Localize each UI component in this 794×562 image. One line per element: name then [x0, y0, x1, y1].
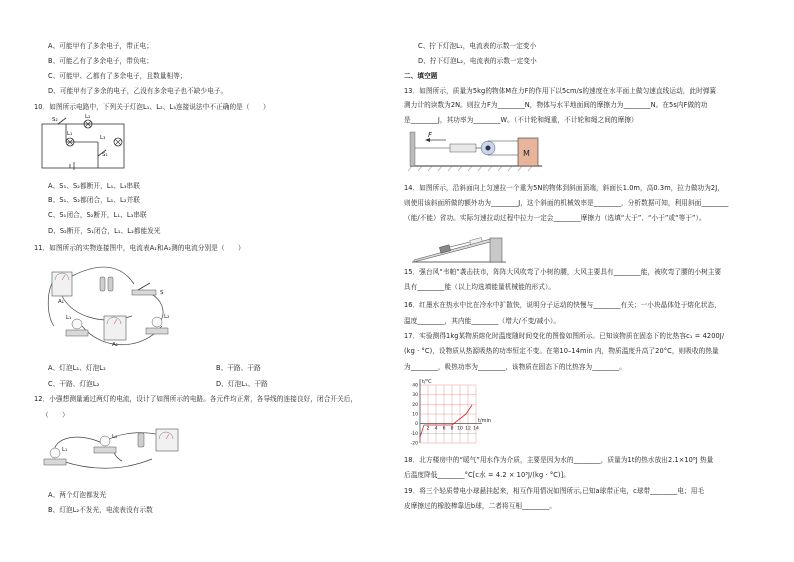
q9-option-b: B、可能乙有了多余电子，带负电；	[48, 57, 154, 65]
q10-label-l1: L₁	[67, 131, 73, 137]
q11-option-c: C、干路、灯泡L₂	[48, 380, 100, 388]
battery-icon	[100, 277, 105, 291]
q12-option-b: B、灯泡L₂不发光，电流表没有示数	[48, 506, 153, 514]
q19-line2: 皮摩擦过的橡胶棒靠近b球，二者将互相________。	[404, 502, 556, 510]
q18-line2: 后温度降低________°C[c水 = 4.2 × 10³J/(kg · °C)]。	[404, 471, 570, 479]
q11-option-a: A、灯泡L₁、灯泡L₂	[48, 364, 106, 372]
graph-ytick-label: 0	[415, 422, 418, 428]
q13-pulley-figure	[406, 128, 546, 172]
q11-label-l2: L₂	[164, 314, 170, 320]
q17-temperature-graph	[406, 377, 502, 445]
q11-label-l1: L₁	[66, 315, 72, 321]
q12-stem-line2: （ ）	[42, 411, 69, 419]
q17-line3: 为________，吸热功率为________，该物质在固态下的比热容为________。	[404, 363, 627, 371]
q17-xlabel: t/min	[478, 418, 492, 424]
q15-line1: 15．强台风“韦帕”袭击扶市，阵阵大风吹弯了小树的腰，大风主要具有________能，被吹弯了腰的小树主要	[404, 268, 722, 276]
q10-label-s2: S₂	[52, 117, 58, 123]
graph-xtick-label: 6	[442, 426, 446, 432]
graph-ytick-label: 20	[412, 402, 418, 408]
graph-xtick-label: 4	[434, 426, 438, 432]
bulb-l2-icon	[100, 436, 110, 446]
bulb-l1-icon	[50, 448, 60, 458]
q11-circuit-photo	[42, 256, 182, 354]
graph-xtick-label: 8	[450, 426, 454, 432]
graph-ytick-label: -10	[410, 431, 418, 437]
q11-stem: 11．如图所示的实物连接图中，电流表A₁和A₂测的电流分别是（ ）	[34, 244, 245, 252]
ammeter-a1-icon	[52, 272, 72, 296]
q13-line2: 测力计的读数为2N。则拉力F为________N，物体与水平地面间的摩擦力为________N。在5s内F做的功	[404, 101, 708, 109]
left-column	[34, 0, 394, 562]
q11-label-s: S	[160, 290, 164, 296]
q13-label-f: F	[428, 131, 433, 139]
q11-label-a1: A₁	[58, 299, 64, 305]
q13-line3: 是________J，其功率为________W。（不计轮和绳重，不计轮和绳之间的摩擦）	[404, 116, 638, 124]
q12-option-c: C、拧下灯泡L₁，电流表的示数一定变小	[418, 42, 537, 50]
graph-ytick-label: 30	[412, 393, 418, 399]
q14-line3: （能/不能）省功。实际匀速拉动过程中拉力一定会________摩擦力（选填“大于”、“小于”或“等于”）。	[404, 214, 706, 222]
q17-line1: 17．实验测得1kg某物质熔化时温度随时间变化的图像如图所示。已知该物质在固态下的比热容c₁ = 4200J/	[404, 332, 725, 340]
q12-circuit-photo	[42, 425, 182, 473]
q14-line1: 14．如图所示，沿斜面向上匀速拉一个重为5N的物体到斜面顶端，斜面长1.0m，高0.3m，拉力做功为2J，	[404, 184, 724, 192]
graph-ytick-label: 10	[412, 412, 418, 418]
q9-option-a: A、可能甲有了多余电子，带正电；	[48, 42, 154, 50]
q10-option-b: B、S₁、S₂都闭合，L₁、L₂并联	[48, 196, 140, 204]
q17-line2: (kg · °C)，设物质从热源吸热的功率恒定不变。在第10–14min 内，物质温度升高了20°C，则吸收的热量	[404, 347, 719, 355]
q10-label-s1: S₁	[102, 152, 108, 158]
q12-label-l1: L₁	[62, 447, 68, 453]
q14-line2: 则使用该斜面所做的额外功为________J，这个斜面的机械效率是________，分析数据可知，利用斜面________	[404, 199, 729, 207]
q12-option-d: D、拧下灯泡L₂，电流表的示数一定变小	[418, 57, 537, 65]
q10-option-d: D、S₂断开，S₁闭合，L₁、L₂都能发光	[48, 227, 161, 235]
q10-option-c: C、S₁闭合，S₂断开，L₁、L₃串联	[48, 211, 147, 219]
q14-incline-figure	[410, 224, 510, 266]
bulb-l2-icon	[152, 317, 162, 327]
q13-label-m: M	[523, 149, 530, 158]
graph-xtick-label: 14	[473, 426, 479, 432]
q16-line2: 温度________，其内能________（增大/不变/减小）。	[404, 317, 561, 325]
graph-xtick-label: 2	[426, 426, 430, 432]
q10-stem: 10．如图所示电路中，下列关于灯泡L₁、L₂、L₃连接说法中不正确的是（ ）	[34, 103, 270, 111]
q13-line1: 13．如图所示，质量为5kg的物体M在力F的作用下以5cm/s的速度在水平面上做匀速直线运动，此时弹簧	[404, 87, 717, 95]
q18-line1: 18．北方楼房中的“暖气”用水作为介质，主要是因为水的________，质量为1t的热水放出2.1×10⁸J 热量	[404, 456, 714, 464]
q10-label-l3: L₃	[100, 135, 106, 141]
q10-circuit-diagram	[40, 114, 132, 172]
q11-option-d: D、灯泡L₁、干路	[216, 380, 268, 388]
q19-line1: 19．将三个轻质带电小球悬挂起来，相互作用情况如图所示,已知a球带正电，c球带________电；用毛	[404, 487, 705, 495]
q16-line1: 16．红墨水在热水中比在冷水中扩散快，说明分子运动的快慢与________有关；一小块晶体处于熔化状态，	[404, 301, 721, 309]
graph-ytick-label: 40	[412, 383, 418, 389]
q17-ylabel: t/°C	[422, 379, 432, 385]
bulb-l1-icon	[72, 319, 82, 329]
q9-option-c: C、可能甲、乙都有了多余电子，且数量相等；	[48, 72, 187, 80]
q9-option-d: D、可能甲有了多余的电子，乙没有多余电子也不缺少电子。	[48, 87, 228, 95]
q11-label-a2: A₂	[112, 342, 118, 348]
ammeter-a2-icon	[104, 316, 126, 340]
graph-ytick-label: -20	[410, 441, 418, 445]
graph-xtick-label: 10	[457, 426, 463, 432]
section-heading-fill-in: 二、填空题	[404, 72, 438, 80]
q17-heating-curve	[420, 405, 472, 437]
q11-option-b: B、干路、干路	[216, 364, 261, 372]
q12-stem-line1: 12．小强想测量通过两灯的电流，设计了如图所示的电路。各元件均正常，各导线的连接良好，闭合开关后，	[34, 395, 358, 403]
q15-line2: 具有________能（以上均选填能量机械能的形式）。	[404, 283, 556, 291]
graph-xtick-label: 12	[465, 426, 471, 432]
battery-icon	[138, 433, 144, 447]
right-column	[404, 0, 764, 562]
spring-scale-icon	[450, 144, 476, 152]
q12-option-a: A、两个灯泡都发光	[48, 491, 107, 499]
q12-label-l2: L₂	[112, 434, 118, 440]
q10-option-a: A、S₁、S₂都断开，L₁、L₃串联	[48, 182, 140, 190]
q10-label-l2: L₂	[85, 114, 91, 120]
battery-icon	[108, 277, 113, 291]
switch-icon	[132, 290, 156, 295]
